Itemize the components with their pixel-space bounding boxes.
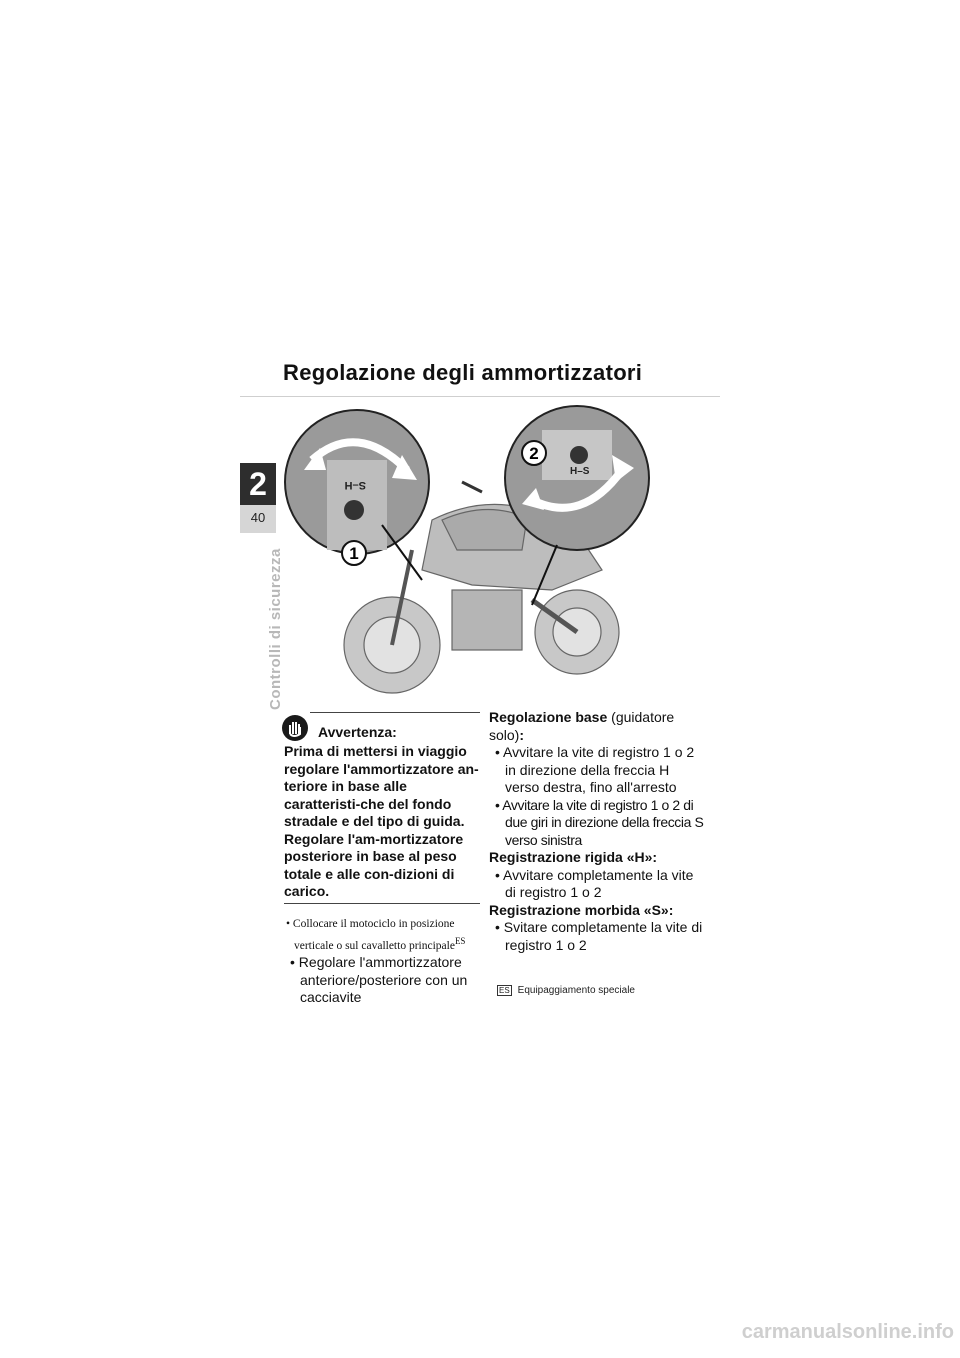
dial1-label: S–H	[344, 479, 366, 491]
chapter-number: 2	[240, 463, 276, 505]
warning-title: Avvertenza:	[318, 724, 397, 740]
title-divider	[240, 396, 720, 397]
left-column	[284, 712, 480, 1007]
callout-1: 1	[349, 544, 359, 563]
right-column	[489, 709, 704, 954]
footnote-text: Equipaggiamento speciale	[517, 985, 635, 996]
page-number: 40	[240, 505, 276, 533]
page-title: Regolazione degli ammortizzatori	[283, 360, 643, 385]
hard-heading: Registrazione rigida «H»:	[489, 849, 658, 865]
footnote-mark: ES	[499, 986, 510, 995]
warning-header	[310, 712, 480, 741]
callout-2: 2	[529, 444, 539, 463]
dial2-label: H–S	[570, 466, 590, 477]
soft-heading: Registrazione morbida «S»:	[489, 901, 674, 918]
stop-hand-icon	[282, 715, 308, 741]
list-item: • Avvitare la vite di registro 1 o 2 di due giri in direzione della freccia S verso sinistra	[495, 796, 704, 848]
section-label: Controlli di sicurezza	[267, 548, 284, 710]
list-item: • Collocare il motociclo in posizione verticale o sul cavalletto principale$^{ES}$	[286, 917, 466, 952]
warning-body: Prima di mettersi in viaggio regolare l'ammortizzatore an-teriore in base alle caratteristi-che del fondo stradale e del tipo di guida. Regolare l'am-mortizzatore posteriore in base al peso totale e alle con-dizioni di carico.	[284, 743, 480, 904]
list-item: • Svitare completamente la vite di registro 1 o 2	[495, 919, 703, 953]
motorcycle-figure	[282, 400, 682, 700]
footnote	[497, 985, 635, 996]
watermark: carmanualsonline.info	[741, 1321, 954, 1343]
list-item: • Avvitare completamente la vite di registro 1 o 2	[495, 866, 694, 900]
list-item: • Regolare l'ammortizzatore anteriore/posteriore con un cacciavite	[290, 954, 468, 1006]
base-heading: Regolazione base (guidatore solo):	[489, 709, 675, 743]
list-item: • Avvitare la vite di registro 1 o 2 in direzione della freccia H verso destra, fino all'arresto	[495, 744, 695, 795]
